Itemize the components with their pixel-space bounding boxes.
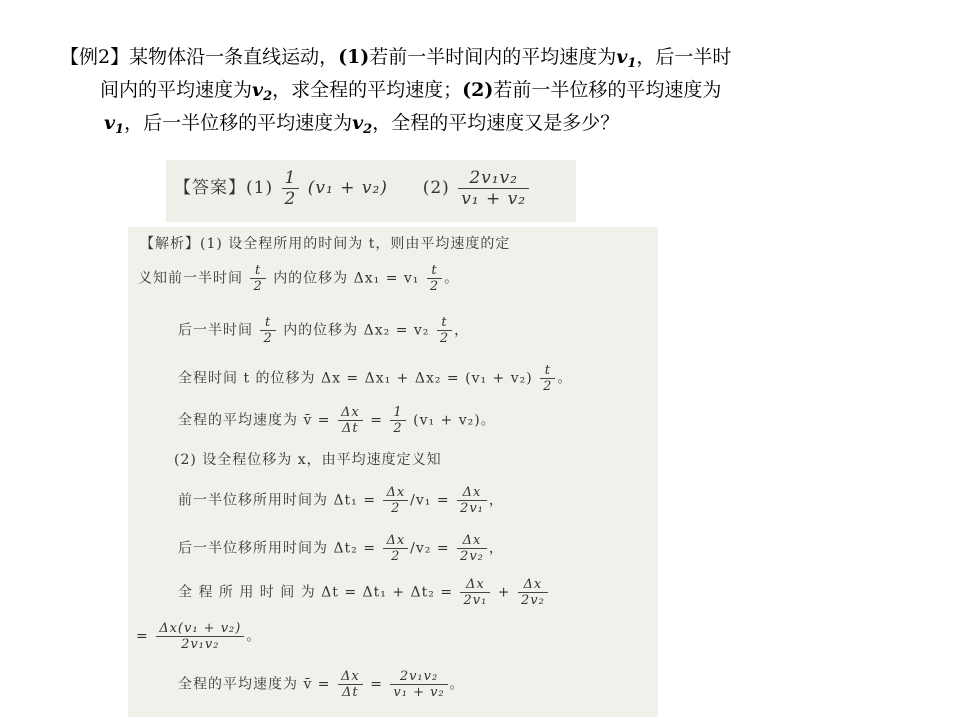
analysis-line-11 bbox=[178, 669, 465, 700]
fraction-denominator: 2v₂ bbox=[520, 593, 545, 608]
fraction-total-time bbox=[156, 621, 244, 652]
analysis-text: 后一半位移所用时间为 Δt₂ = bbox=[178, 540, 376, 557]
velocity-v1 bbox=[104, 112, 125, 137]
analysis-line-4 bbox=[178, 363, 572, 394]
fraction-denominator: 2 bbox=[429, 279, 440, 294]
question-line-1 bbox=[60, 44, 900, 77]
velocity-subscript: 1 bbox=[627, 56, 637, 71]
fraction-numerator: Δx bbox=[518, 577, 548, 593]
fraction-dx-over-2v2 bbox=[457, 533, 487, 564]
fraction-numerator: t bbox=[250, 263, 265, 279]
velocity-v2 bbox=[252, 79, 273, 104]
fraction-denominator: 2 bbox=[391, 549, 401, 564]
fraction-denominator: 2 bbox=[439, 331, 450, 346]
analysis-text: (2) 设全程位移为 x，由平均速度定义知 bbox=[174, 452, 442, 468]
analysis-text: ， bbox=[488, 540, 504, 557]
fraction-denominator: 2v₁ bbox=[463, 593, 488, 608]
answer-fraction-2 bbox=[458, 168, 529, 209]
analysis-line-9 bbox=[178, 577, 550, 608]
analysis-text: 。 bbox=[557, 370, 573, 387]
analysis-line-1 bbox=[140, 233, 510, 253]
analysis-text: 全程时间 t 的位移为 Δx = Δx₁ + Δx₂ = (v₁ + v₂) bbox=[178, 370, 533, 387]
analysis-text: ， bbox=[454, 322, 470, 339]
analysis-line-10 bbox=[136, 621, 261, 652]
velocity-subscript: 2 bbox=[263, 89, 273, 104]
part-2-marker: (2) bbox=[462, 79, 494, 101]
question-text bbox=[60, 44, 900, 143]
analysis-image bbox=[128, 227, 658, 717]
question-line-2 bbox=[60, 77, 900, 110]
analysis-text: 全 程 所 用 时 间 为 Δt = Δt₁ + Δt₂ = bbox=[178, 584, 454, 601]
fraction-denominator: 2v₁ bbox=[460, 501, 484, 516]
analysis-text: = bbox=[370, 676, 383, 693]
answer-fraction-1 bbox=[282, 168, 300, 209]
analysis-text: 义知前一半时间 bbox=[138, 270, 243, 287]
fraction-t-over-2 bbox=[437, 315, 452, 346]
velocity-symbol: v bbox=[616, 46, 628, 68]
velocity-subscript: 1 bbox=[115, 122, 125, 137]
fraction-t-over-2 bbox=[260, 315, 275, 346]
analysis-text: 内的位移为 Δx₂ = v₂ bbox=[283, 322, 430, 339]
analysis-text: ， bbox=[488, 492, 504, 509]
fraction-numerator: Δx bbox=[457, 533, 487, 549]
analysis-line-5 bbox=[178, 405, 496, 436]
analysis-line-3 bbox=[178, 315, 469, 346]
analysis-line-6 bbox=[174, 449, 442, 469]
fraction-numerator: t bbox=[427, 263, 442, 279]
answer-label: 【答案】(1) bbox=[174, 178, 274, 198]
analysis-text: 。 bbox=[449, 676, 465, 693]
question-text-segment: ，求全程的平均速度； bbox=[272, 79, 463, 101]
fraction-denominator: 2v₂ bbox=[460, 549, 484, 564]
fraction-final-answer bbox=[390, 669, 447, 700]
fraction-denominator: 2 bbox=[284, 189, 297, 209]
analysis-text: + bbox=[497, 584, 511, 601]
analysis-text: = bbox=[136, 628, 149, 645]
fraction-dx-over-2v1 bbox=[460, 577, 490, 608]
fraction-numerator: Δx bbox=[457, 485, 487, 501]
answer-label-2: (2) bbox=[422, 178, 450, 198]
question-text-segment: ，全程的平均速度又是多少？ bbox=[372, 112, 620, 134]
answer-line bbox=[174, 168, 531, 209]
fraction-1-over-2 bbox=[390, 405, 405, 436]
analysis-text: 内的位移为 Δx₁ = v₁ bbox=[273, 270, 420, 287]
fraction-t-over-2 bbox=[427, 263, 442, 294]
fraction-numerator: Δx(v₁ + v₂) bbox=[156, 621, 244, 637]
fraction-denominator: Δt bbox=[342, 421, 359, 436]
fraction-denominator: 2 bbox=[263, 331, 273, 346]
fraction-dx-over-dt bbox=[338, 405, 363, 436]
fraction-t-over-2 bbox=[250, 263, 265, 294]
fraction-numerator: t bbox=[260, 315, 275, 331]
fraction-numerator: Δx bbox=[338, 669, 363, 685]
analysis-text: 后一半时间 bbox=[178, 322, 253, 339]
analysis-text: 全程的平均速度为 v̄ = bbox=[178, 676, 331, 693]
fraction-dx-over-2v1 bbox=[457, 485, 487, 516]
velocity-v2 bbox=[352, 112, 373, 137]
analysis-text: 。 bbox=[246, 628, 262, 645]
analysis-text: 【解析】(1) 设全程所用的时间为 t，则由平均速度的定 bbox=[140, 236, 511, 252]
answer-expression-1: (v₁ + v₂) bbox=[307, 178, 388, 198]
fraction-numerator: 2v₁v₂ bbox=[390, 669, 447, 685]
part-1-marker: (1) bbox=[338, 46, 370, 68]
question-line-3 bbox=[60, 110, 900, 143]
fraction-numerator: Δx bbox=[460, 577, 490, 593]
velocity-symbol: v bbox=[104, 112, 116, 134]
velocity-symbol: v bbox=[252, 79, 264, 101]
velocity-v1 bbox=[616, 46, 637, 71]
fraction-numerator: 2v₁v₂ bbox=[458, 168, 529, 189]
fraction-numerator: t bbox=[540, 363, 555, 379]
fraction-numerator: Δx bbox=[383, 485, 408, 501]
fraction-numerator: Δx bbox=[338, 405, 363, 421]
analysis-line-7 bbox=[178, 485, 504, 516]
question-text-segment: 若前一半时间内的平均速度为 bbox=[369, 46, 617, 68]
analysis-text: = bbox=[370, 412, 383, 429]
fraction-numerator: 1 bbox=[390, 405, 405, 421]
velocity-subscript: 2 bbox=[363, 122, 373, 137]
question-text-segment: ，后一半时 bbox=[636, 46, 732, 68]
analysis-text: /v₁ = bbox=[410, 492, 450, 509]
fraction-denominator: 2 bbox=[253, 279, 263, 294]
fraction-dx-over-2 bbox=[383, 485, 408, 516]
fraction-numerator: t bbox=[437, 315, 452, 331]
fraction-denominator: Δt bbox=[342, 685, 359, 700]
example-label: 【例2】某物体沿一条直线运动， bbox=[60, 46, 339, 68]
fraction-dx-over-2 bbox=[383, 533, 408, 564]
analysis-line-2 bbox=[138, 263, 459, 294]
fraction-numerator: 1 bbox=[282, 168, 300, 189]
answer-image bbox=[166, 160, 576, 222]
analysis-text: 。 bbox=[444, 270, 460, 287]
fraction-dx-over-2v2 bbox=[518, 577, 548, 608]
fraction-t-over-2 bbox=[540, 363, 555, 394]
question-text-segment: ，后一半位移的平均速度为 bbox=[124, 112, 353, 134]
question-text-segment: 若前一半位移的平均速度为 bbox=[493, 79, 722, 101]
analysis-text: 全程的平均速度为 v̄ = bbox=[178, 412, 331, 429]
fraction-numerator: Δx bbox=[383, 533, 408, 549]
fraction-dx-over-dt bbox=[338, 669, 363, 700]
fraction-denominator: v₁ + v₂ bbox=[461, 189, 527, 209]
analysis-text: (v₁ + v₂)。 bbox=[413, 412, 496, 429]
question-text-segment: 间内的平均速度为 bbox=[100, 79, 253, 101]
analysis-text: /v₂ = bbox=[410, 540, 450, 557]
velocity-symbol: v bbox=[352, 112, 364, 134]
analysis-line-8 bbox=[178, 533, 504, 564]
fraction-denominator: 2v₁v₂ bbox=[181, 637, 220, 652]
fraction-denominator: v₁ + v₂ bbox=[393, 685, 445, 700]
fraction-denominator: 2 bbox=[391, 501, 401, 516]
analysis-text: 前一半位移所用时间为 Δt₁ = bbox=[178, 492, 376, 509]
fraction-denominator: 2 bbox=[543, 379, 553, 394]
fraction-denominator: 2 bbox=[393, 421, 403, 436]
